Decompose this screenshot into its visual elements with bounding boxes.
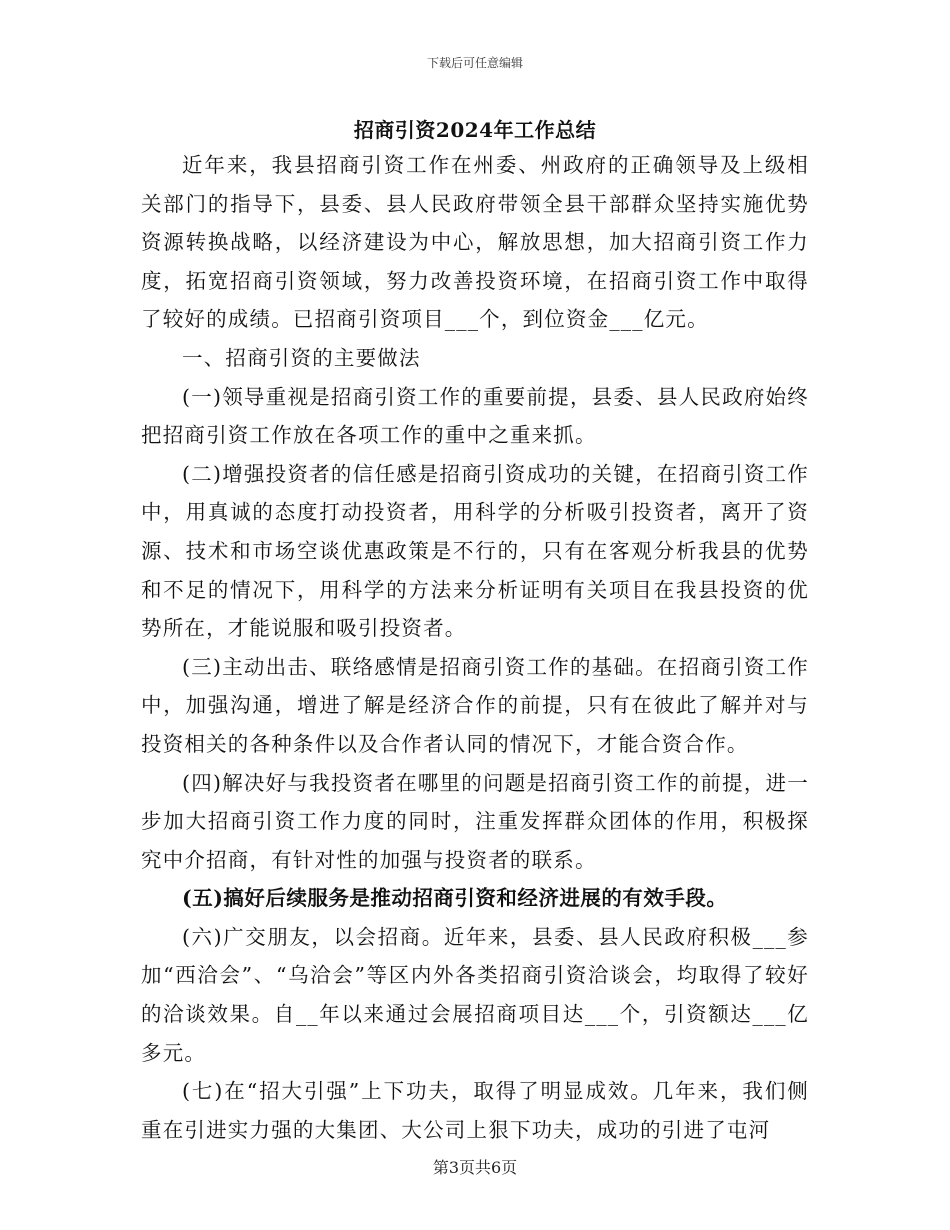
paragraph-item-5: (五)搞好后续服务是推动招商引资和经济进展的有效手段。	[182, 886, 728, 911]
paragraph-intro: 近年来，我县招商引资工作在州委、州政府的正确领导及上级相关部门的指导下，县委、县人民政府带领全县干部群众坚持实施优势资源转换战略，以经济建设为中心，解放思想，加大招商引资工作力度，拓宽招商引资领域，努力改善投资环境，在招商引资工作中取得了较好的成绩。已招商引资项目___个，到位资金___亿元。	[141, 153, 809, 332]
paragraph-item-4: (四)解决好与我投资者在哪里的问题是招商引资工作的前提，进一步加大招商引资工作力度的同时，注重发挥群众团体的作用，积极探究中介招商，有针对性的加强与投资者的联系。	[141, 770, 809, 872]
paragraph-item-6: (六)广交朋友，以会招商。近年来，县委、县人民政府积极___参加“西洽会”、“乌洽会”等区内外各类招商引资洽谈会，均取得了较好的洽谈效果。自__年以来通过会展招商项目达___个，引资额达___亿多元。	[141, 924, 809, 1065]
document-title: 招商引资2024年工作总结	[353, 118, 597, 142]
paragraph-item-1: (一)领导重视是招商引资工作的重要前提，县委、县人民政府始终把招商引资工作放在各项工作的重中之重来抓。	[141, 384, 809, 448]
section-heading: 一、招商引资的主要做法	[182, 345, 421, 370]
paragraph-item-3: (三)主动出击、联络感情是招商引资工作的基础。在招商引资工作中，加强沟通，增进了解是经济合作的前提，只有在彼此了解并对与投资相关的各种条件以及合作者认同的情况下，才能合资合作。	[141, 654, 809, 756]
paragraph-item-2: (二)增强投资者的信任感是招商引资成功的关键，在招商引资工作中，用真诚的态度打动投资者，用科学的分析吸引投资者，离开了资源、技术和市场空谈优惠政策是不行的，只有在客观分析我县的优势和不足的情况下，用科学的方法来分析证明有关项目在我县投资的优势所在，才能说服和吸引投资者。	[141, 461, 809, 641]
paragraph-item-7: (七)在“招大引强”上下功夫，取得了明显成效。几年来，我们侧重在引进实力强的大集团、大公司上狠下功夫，成功的引进了屯河	[141, 1079, 809, 1142]
document-body	[141, 146, 809, 1149]
header-note: 下载后可任意编辑	[426, 56, 523, 70]
page-number-footer: 第3页共6页	[432, 1158, 518, 1177]
